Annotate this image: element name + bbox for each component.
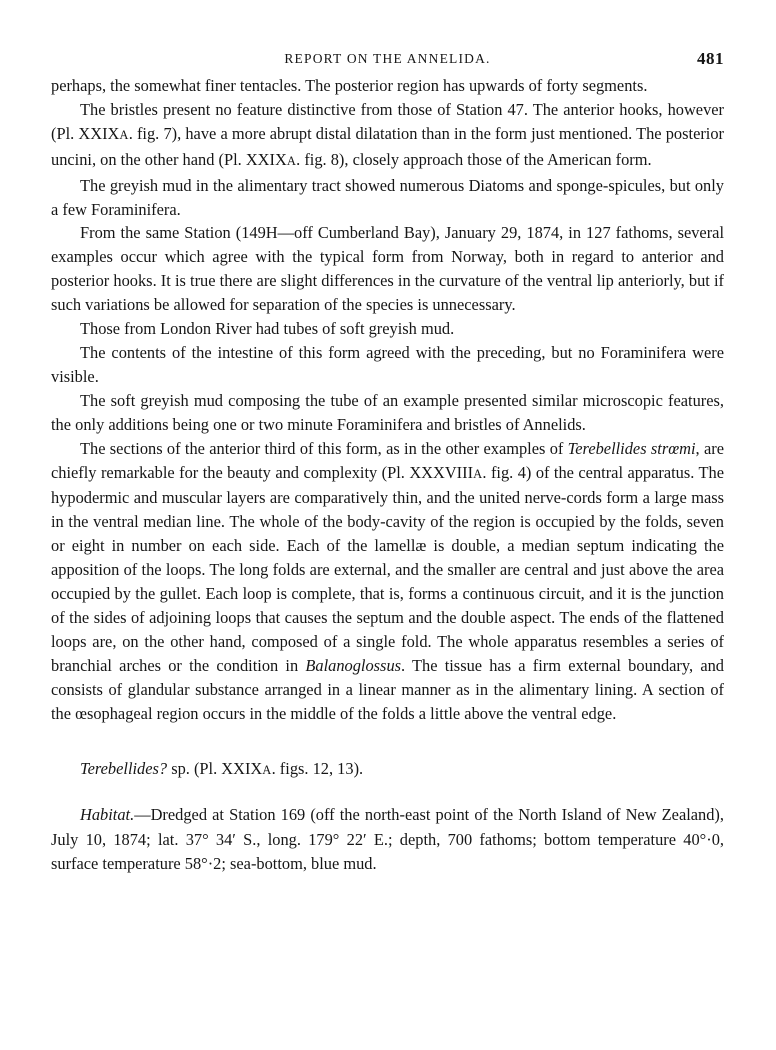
paragraph-8 (51, 437, 724, 726)
plate-suffix: A (119, 127, 129, 142)
paragraph-4: From the same Station (149H—off Cumberland Bay), January 29, 1874, in 127 fathoms, several examples occur which agree with the typical form from Norway, both in regard to anterior and posterior hooks. It is true there are slight differences in the curvature of the ventral lip anteriorly, but if such variations be allowed for separation of the species is unnecessary. (51, 223, 724, 315)
species-heading-text-a: sp. (Pl. XXIX (167, 759, 263, 779)
species-name: Terebellides strœmi (567, 438, 696, 458)
paragraph-2 (51, 98, 724, 174)
page (51, 44, 724, 876)
paragraph-8-text-b: , are chiefly remarkable for the beauty and complexity (Pl. XXXVIII (51, 438, 724, 482)
paragraph-6: The contents of the intestine of this form agreed with the preceding, but no Foraminifera were visible. (51, 342, 724, 386)
species-heading-text-b: . figs. 12, 13). (271, 759, 364, 779)
paragraph-8-text-d: . The tissue has a firm external boundary, and consists of glandular substance arranged in a linear manner as in the alimentary lining. A section of the œsophageal region occurs in the middle of the folds a little above the ventral edge. (51, 655, 724, 723)
plate-suffix: A (473, 466, 483, 481)
genus-name: Balanoglossus (305, 655, 402, 675)
species-heading-genus: Terebellides? (80, 759, 168, 779)
paragraph-2-text-a: The bristles present no feature distinctive from those of Station 47. The anterior hooks, however (Pl. XXIX (51, 99, 724, 143)
paragraph-5: Those from London River had tubes of soft greyish mud. (80, 319, 455, 339)
habitat-paragraph (51, 803, 724, 876)
paragraph-8-text-c: . fig. 4) of the central apparatus. The hypodermic and muscular layers are comparatively thin, and the united nerve-cords form a large mass in the ventral median line. The whole of the body-cavity of the region is occupied by the folds, seven or eight in number on each side. Each of the lamellæ is double, a median septum indicating the apposition of the loops. The long folds are external, and the smaller are central and just above the area occupied by the gullet. Each loop is complete, that is, forms a continuous circuit, and it is the junction of the sides of adjoining loops that causes the septum and the double aspect. The ends of the flattened loops are, on the other hand, composed of a single fold. The whole apparatus resembles a series of branchial arches or the condition in (51, 462, 724, 675)
page-number: 481 (697, 49, 724, 68)
paragraph-2-text-c: . fig. 8), closely approach those of the American form. (296, 149, 652, 169)
plate-suffix: A (262, 763, 272, 778)
running-header (51, 44, 724, 74)
habitat-text: —Dredged at Station 169 (off the north-east point of the North Island of New Zealand), July 10, 1874; lat. 37° 34′ S., long. 179° 22′ E.; depth, 700 fathoms; bottom temperature 40°·0, surface temperature 58°·2; sea-bottom, blue mud. (51, 805, 724, 873)
paragraph-1: perhaps, the somewhat finer tentacles. The posterior region has upwards of forty segments. (51, 76, 648, 95)
habitat-label: Habitat. (80, 805, 135, 825)
paragraph-2-text-b: . fig. 7), have a more abrupt distal dilatation than in the form just mentioned. The posterior uncini, on the other hand (Pl. XXIX (51, 123, 725, 169)
species-heading (51, 757, 724, 782)
plate-suffix: A (286, 153, 297, 168)
body-text (51, 74, 724, 725)
running-title: REPORT ON THE ANNELIDA. (284, 51, 491, 66)
paragraph-3: The greyish mud in the alimentary tract showed numerous Diatoms and sponge-spicules, but only a few Foraminifera. (51, 175, 724, 219)
paragraph-8-text-a: The sections of the anterior third of this form, as in the other examples of (80, 438, 568, 458)
paragraph-7: The soft greyish mud composing the tube of an example presented similar microscopic features, the only additions being one or two minute Foraminifera and bristles of Annelids. (51, 390, 724, 434)
